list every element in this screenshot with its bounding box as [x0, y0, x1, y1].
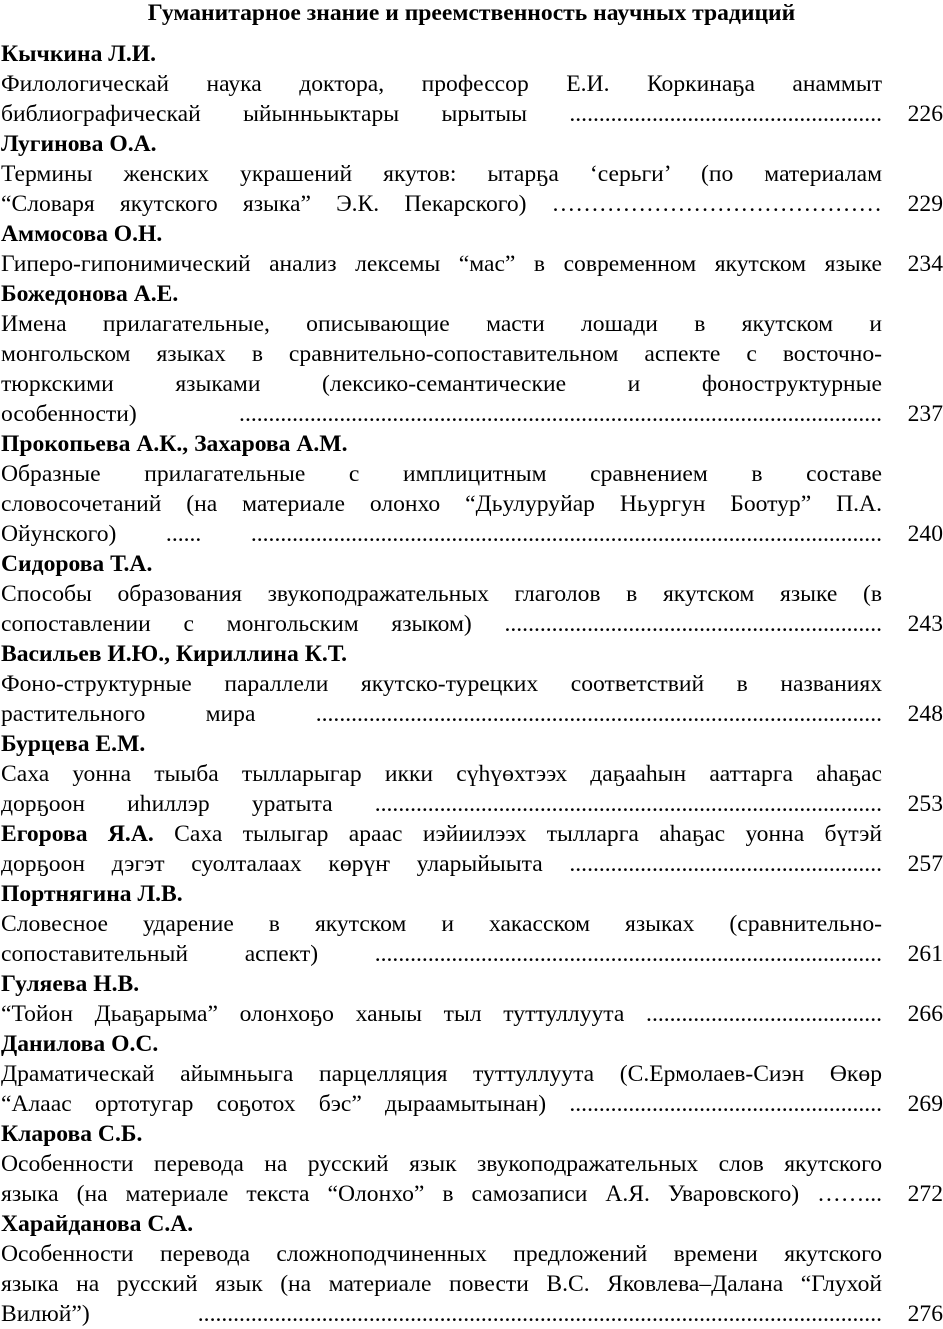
entry-title-line: “Алаас ортотугар соҕотох бэс” дыраамытынан) .....................................................	[1, 1091, 882, 1117]
entry-title-line: Словесное ударение в якутском и хакасском языках (сравнительно-	[1, 911, 882, 937]
toc-entry[interactable]	[1, 279, 943, 429]
entry-page-number: 234	[907, 251, 943, 277]
entry-title-line: Вилюй”) ....................................................................................................................	[1, 1301, 882, 1327]
entry-title-line: Ойунского) ...... ...........................................................................................................	[1, 521, 882, 547]
entry-title-line: растительного мира ................................................................................................	[1, 701, 882, 727]
toc-entry[interactable]	[1, 819, 943, 879]
entry-title-line: Особенности перевода на русский язык звукоподражательных слов якутского	[1, 1151, 882, 1177]
entry-title-line: библиографическай ыйынньыктары ырытыы .....................................................	[1, 101, 882, 127]
entry-page-number: 257	[907, 851, 943, 877]
entry-page-number: 248	[907, 701, 943, 727]
entry-author: Прокопьева А.К., Захарова А.М.	[1, 431, 348, 457]
entry-author: Бурцева Е.М.	[1, 731, 146, 757]
toc-entry[interactable]	[1, 549, 943, 639]
toc-entry[interactable]	[1, 39, 943, 129]
section-header: Гуманитарное знание и преемственность научных традиций	[147, 0, 796, 26]
entry-page-number: 266	[907, 1001, 943, 1027]
entry-page-number: 226	[907, 101, 943, 127]
toc-entry[interactable]	[1, 1119, 943, 1209]
entry-title-line	[1, 819, 882, 849]
entry-page-number: 243	[907, 611, 943, 637]
entry-title-line: Саха уонна тыыба тылларыгар икки сүһүөхтээх даҕааһын ааттарга аһаҕас	[1, 761, 882, 787]
toc-entry[interactable]	[1, 429, 943, 549]
entry-title-line: Фоно-структурные параллели якутско-турецких соответствий в названиях	[1, 671, 882, 697]
entry-title-line: монгольском языках в сравнительно-сопоставительном аспекте с восточно-	[1, 341, 882, 367]
toc-entry[interactable]	[1, 969, 943, 1029]
table-of-contents	[1, 39, 943, 1329]
entry-author: Сидорова Т.А.	[1, 551, 153, 577]
entry-title-line: особенности) .............................................................................................................	[1, 401, 882, 427]
entry-author: Лугинова О.А.	[1, 131, 157, 157]
entry-title-line: “Словаря якутского языка” Э.К. Пекарского) ……………………………………	[1, 191, 882, 217]
entry-author: Портнягина Л.В.	[1, 881, 183, 907]
entry-page-number: 261	[907, 941, 943, 967]
entry-page-number: 229	[907, 191, 943, 217]
entry-title-text: Саха тылыгар араас иэйиилээх тылларга аһаҕас уонна бүтэй	[174, 821, 882, 847]
entry-title-line: Драматическай айымньыга парцелляция туттуллуута (С.Ермолаев-Сиэн Өкөр	[1, 1061, 882, 1087]
toc-entry[interactable]	[1, 639, 943, 729]
toc-entry[interactable]	[1, 729, 943, 819]
entry-author: Данилова О.С.	[1, 1031, 159, 1057]
entry-title-line: сопоставлении с монгольским языком) ................................................................	[1, 611, 882, 637]
toc-entry[interactable]	[1, 129, 943, 219]
entry-author: Аммосова О.Н.	[1, 221, 163, 247]
entry-title-line: Гиперо-гипонимический анализ лексемы “мас” в современном якутском языке	[1, 251, 882, 277]
entry-author: Кычкина Л.И.	[1, 41, 157, 67]
entry-title-line: языка (на материале текста “Олонхо” в самозаписи А.Я. Уваровского) ……...	[1, 1181, 882, 1207]
entry-title-line: дорҕоон дэгэт суолталаах көрүҥ уларыйыыта .....................................................	[1, 851, 882, 877]
entry-title-line: Филологическай наука доктора, профессор Е.И. Коркинаҕа анаммыт	[1, 71, 882, 97]
entry-title-line: “Тойон Дьаҕарыма” олонхоҕо ханыы тыл туттуллуута ........................................	[1, 1001, 882, 1027]
entry-author: Кларова С.Б.	[1, 1121, 143, 1147]
toc-entry[interactable]	[1, 219, 943, 279]
entry-title-line: словосочетаний (на материале олонхо “Дьулуруйар Ньургун Боотур” П.А.	[1, 491, 882, 517]
entry-author: Харайданова С.А.	[1, 1211, 194, 1237]
entry-title-line: Термины женских украшений якутов: ытарҕа ‘серьги’ (по материалам	[1, 161, 882, 187]
entry-page-number: 276	[907, 1301, 943, 1327]
entry-title-line: сопоставительный аспект) ......................................................................................	[1, 941, 882, 967]
entry-page-number: 237	[907, 401, 943, 427]
entry-title-line: Имена прилагательные, описывающие масти лошади в якутском и	[1, 311, 882, 337]
entry-page-number: 240	[907, 521, 943, 547]
entry-title-line: языка на русский язык (на материале повести В.С. Яковлева–Далана “Глухой	[1, 1271, 882, 1297]
entry-page-number: 253	[907, 791, 943, 817]
entry-page-number: 272	[907, 1181, 943, 1207]
entry-title-line: Образные прилагательные с имплицитным сравнением в составе	[1, 461, 882, 487]
entry-author: Гуляева Н.В.	[1, 971, 140, 997]
entry-page-number: 269	[907, 1091, 943, 1117]
entry-title-line: дорҕоон иһиллэр уратыта ......................................................................................	[1, 791, 882, 817]
toc-entry[interactable]	[1, 1209, 943, 1329]
entry-author: Васильев И.Ю., Кириллина К.Т.	[1, 641, 347, 667]
entry-title-line: Особенности перевода сложноподчиненных предложений времени якутского	[1, 1241, 882, 1267]
entry-author: Егорова Я.А.	[1, 821, 154, 847]
entry-author: Божедонова А.Е.	[1, 281, 179, 307]
entry-title-line: тюркскими языками (лексико-семантические и фоноструктурные	[1, 371, 882, 397]
toc-entry[interactable]	[1, 1029, 943, 1119]
toc-entry[interactable]	[1, 879, 943, 969]
entry-title-line: Способы образования звукоподражательных глаголов в якутском языке (в	[1, 581, 882, 607]
